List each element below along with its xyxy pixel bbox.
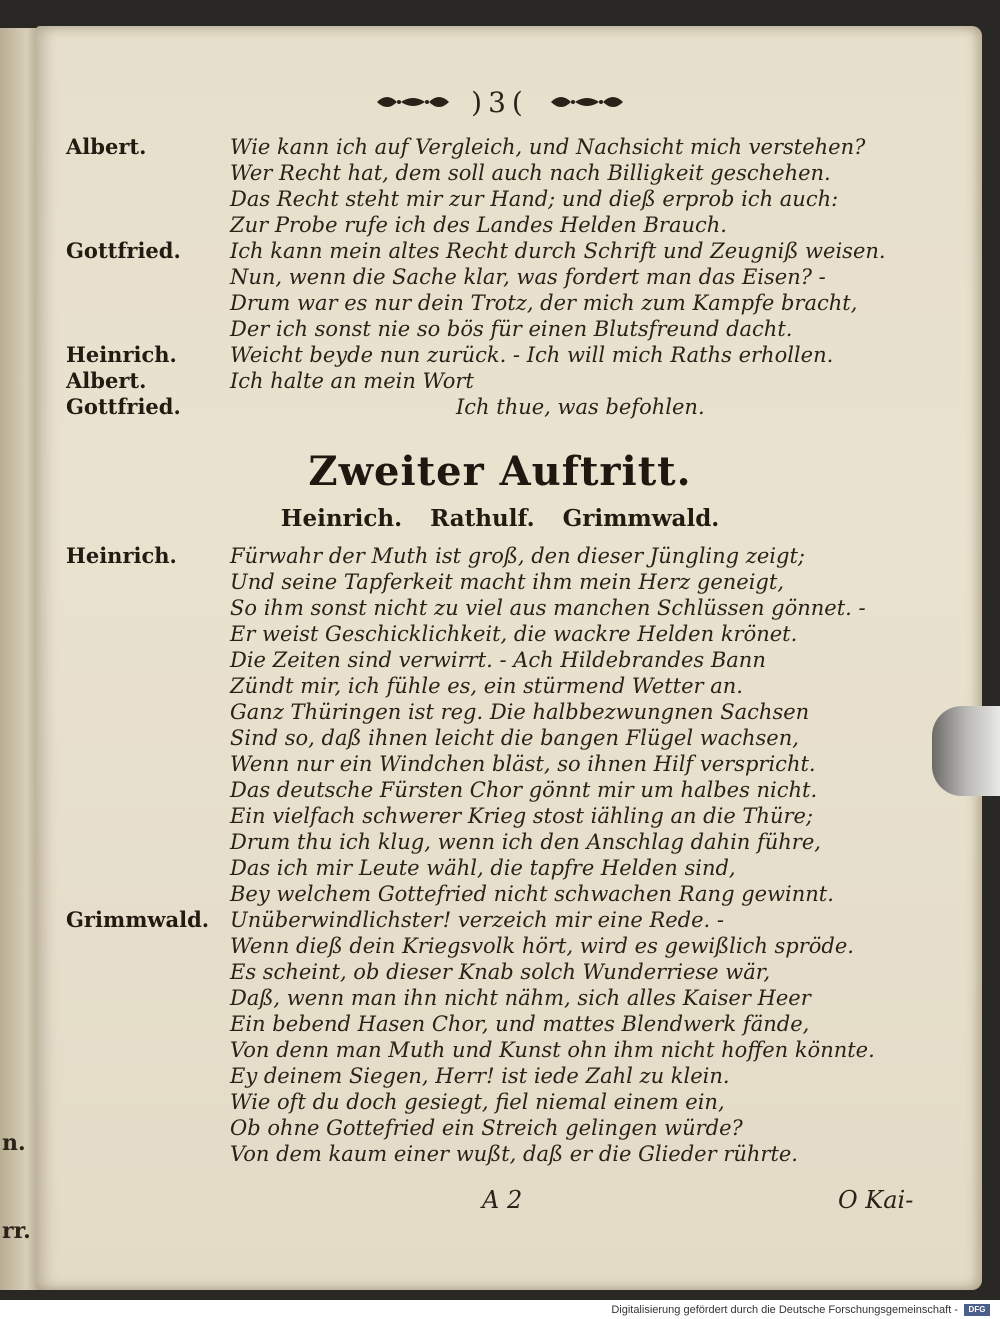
scene-title: Zweiter Auftritt. [308, 448, 692, 495]
verse-line: Ob ohne Gottefried ein Streich gelingen würde? [230, 1116, 743, 1140]
verse-line: Zündt mir, ich fühle es, ein stürmend Wetter an. [230, 674, 743, 698]
dialogue-row [0, 569, 1000, 595]
verse-line: Wie oft du doch gesiegt, fiel niemal einem ein, [230, 1090, 725, 1114]
dialogue-row [0, 186, 1000, 212]
speaker-name: Heinrich. [66, 543, 177, 568]
verse-line: Ganz Thüringen ist reg. Die halbbezwungnen Sachsen [230, 700, 810, 724]
verse-line: Zur Probe rufe ich des Landes Helden Brauch. [230, 213, 727, 237]
right-fleuron-icon [547, 90, 627, 114]
catchword: O Kai- [838, 1186, 914, 1214]
speaker-name: Gottfried. [66, 394, 181, 419]
dialogue-row [0, 725, 1000, 751]
dialogue-row [0, 342, 1000, 368]
verse-line: Das ich mir Leute wähl, die tapfre Helden sind, [230, 856, 736, 880]
dialogue-row [0, 829, 1000, 855]
dialogue-row [0, 803, 1000, 829]
verse-line: Ich kann mein altes Recht durch Schrift und Zeugniß weisen. [230, 239, 886, 263]
dialogue-row [0, 160, 1000, 186]
dialogue-row [0, 1115, 1000, 1141]
dialogue-row [0, 1011, 1000, 1037]
verse-line: Ein vielfach schwerer Krieg stost iähling an die Thüre; [230, 804, 814, 828]
dfg-logo-icon: DFG [964, 1304, 990, 1316]
verse-line: Ey deinem Siegen, Herr! ist iede Zahl zu klein. [230, 1064, 730, 1088]
funding-notice: Digitalisierung gefördert durch die Deutsche Forschungsgemeinschaft - [611, 1303, 958, 1316]
verse-line: Weicht beyde nun zurück. - Ich will mich Raths erhollen. [230, 343, 834, 367]
scene-cast: Heinrich. Rathulf. Grimmwald. [280, 505, 720, 532]
page-number: )3( [471, 85, 529, 119]
verse-line: Drum war es nur dein Trotz, der mich zum Kampfe bracht, [230, 291, 858, 315]
verse-line: Und seine Tapferkeit macht ihm mein Herz geneigt, [230, 570, 784, 594]
verse-line: Wenn dieß dein Kriegsvolk hört, wird es gewißlich spröde. [230, 934, 854, 958]
verse-line: Bey welchem Gottefried nicht schwachen Rang gewinnt. [230, 882, 834, 906]
dialogue-row [0, 855, 1000, 881]
verse-line: Es scheint, ob dieser Knab solch Wunderriese wär, [230, 960, 771, 984]
verse-line: Von dem kaum einer wußt, daß er die Glieder rührte. [230, 1142, 798, 1166]
dialogue-row [0, 933, 1000, 959]
dialogue-row [0, 1141, 1000, 1167]
verse-line: Das deutsche Fürsten Chor gönnt mir um halbes nicht. [230, 778, 818, 802]
dialogue-row [0, 238, 1000, 264]
dialogue-row [0, 673, 1000, 699]
verse-line: Daß, wenn man ihn nicht nähm, sich alles Kaiser Heer [230, 986, 811, 1010]
verse-line: Von denn man Muth und Kunst ohn ihm nicht hoffen könnte. [230, 1038, 875, 1062]
attribution-footer [0, 1300, 1000, 1319]
dialogue-row [0, 959, 1000, 985]
dialogue-row [0, 134, 1000, 160]
dialogue-row [0, 368, 1000, 394]
speaker-name: Gottfried. [66, 238, 181, 263]
dialogue-row [0, 907, 1000, 933]
dialogue-row [0, 264, 1000, 290]
verse-line: Ich halte an mein Wort [230, 369, 474, 393]
dialogue-row [0, 621, 1000, 647]
verse-line: Wer Recht hat, dem soll auch nach Billigkeit geschehen. [230, 161, 831, 185]
dialogue-row [0, 1037, 1000, 1063]
dialogue-row [0, 647, 1000, 673]
verse-line: Wenn nur ein Windchen bläst, so ihnen Hilf verspricht. [230, 752, 816, 776]
left-fleuron-icon [373, 90, 453, 114]
dialogue-row [0, 212, 1000, 238]
verse-line: Die Zeiten sind verwirrt. - Ach Hildebrandes Bann [230, 648, 766, 672]
margin-fragment: n. [2, 1130, 26, 1156]
verse-line: Drum thu ich klug, wenn ich den Anschlag dahin führe, [230, 830, 821, 854]
verse-line: So ihm sonst nicht zu viel aus manchen Schlüssen gönnet. - [230, 596, 866, 620]
verse-line: Der ich sonst nie so bös für einen Blutsfreund dacht. [230, 317, 793, 341]
dialogue-row [0, 595, 1000, 621]
speaker-name: Albert. [66, 134, 147, 159]
speaker-name: Heinrich. [66, 342, 177, 367]
speaker-name: Albert. [66, 368, 147, 393]
dialogue-row [0, 543, 1000, 569]
verse-line: Das Recht steht mir zur Hand; und dieß erprob ich auch: [230, 187, 839, 211]
margin-fragment: rr. [2, 1218, 31, 1244]
verse-line: Ein bebend Hasen Chor, und mattes Blendwerk fände, [230, 1012, 810, 1036]
dialogue-row [0, 1089, 1000, 1115]
dialogue-row [0, 394, 1000, 420]
verse-line: Ich thue, was befohlen. [456, 395, 705, 419]
printer-signature: A 2 [482, 1186, 523, 1214]
dialogue-row [0, 699, 1000, 725]
verse-line: Fürwahr der Muth ist groß, den dieser Jüngling zeigt; [230, 544, 805, 568]
dialogue-row [0, 1063, 1000, 1089]
dialogue-row [0, 881, 1000, 907]
verse-line: Wie kann ich auf Vergleich, und Nachsicht mich verstehen? [230, 135, 866, 159]
verse-line: Er weist Geschicklichkeit, die wackre Helden krönet. [230, 622, 798, 646]
dialogue-row [0, 316, 1000, 342]
dialogue-row [0, 290, 1000, 316]
verse-line: Unüberwindlichster! verzeich mir eine Rede. - [230, 908, 725, 932]
page-header [360, 82, 640, 122]
dialogue-row [0, 985, 1000, 1011]
verse-line: Sind so, daß ihnen leicht die bangen Flügel wachsen, [230, 726, 799, 750]
speaker-name: Grimmwald. [66, 907, 210, 932]
verse-line: Nun, wenn die Sache klar, was fordert man das Eisen? - [230, 265, 826, 289]
dialogue-row [0, 751, 1000, 777]
dialogue-row [0, 777, 1000, 803]
